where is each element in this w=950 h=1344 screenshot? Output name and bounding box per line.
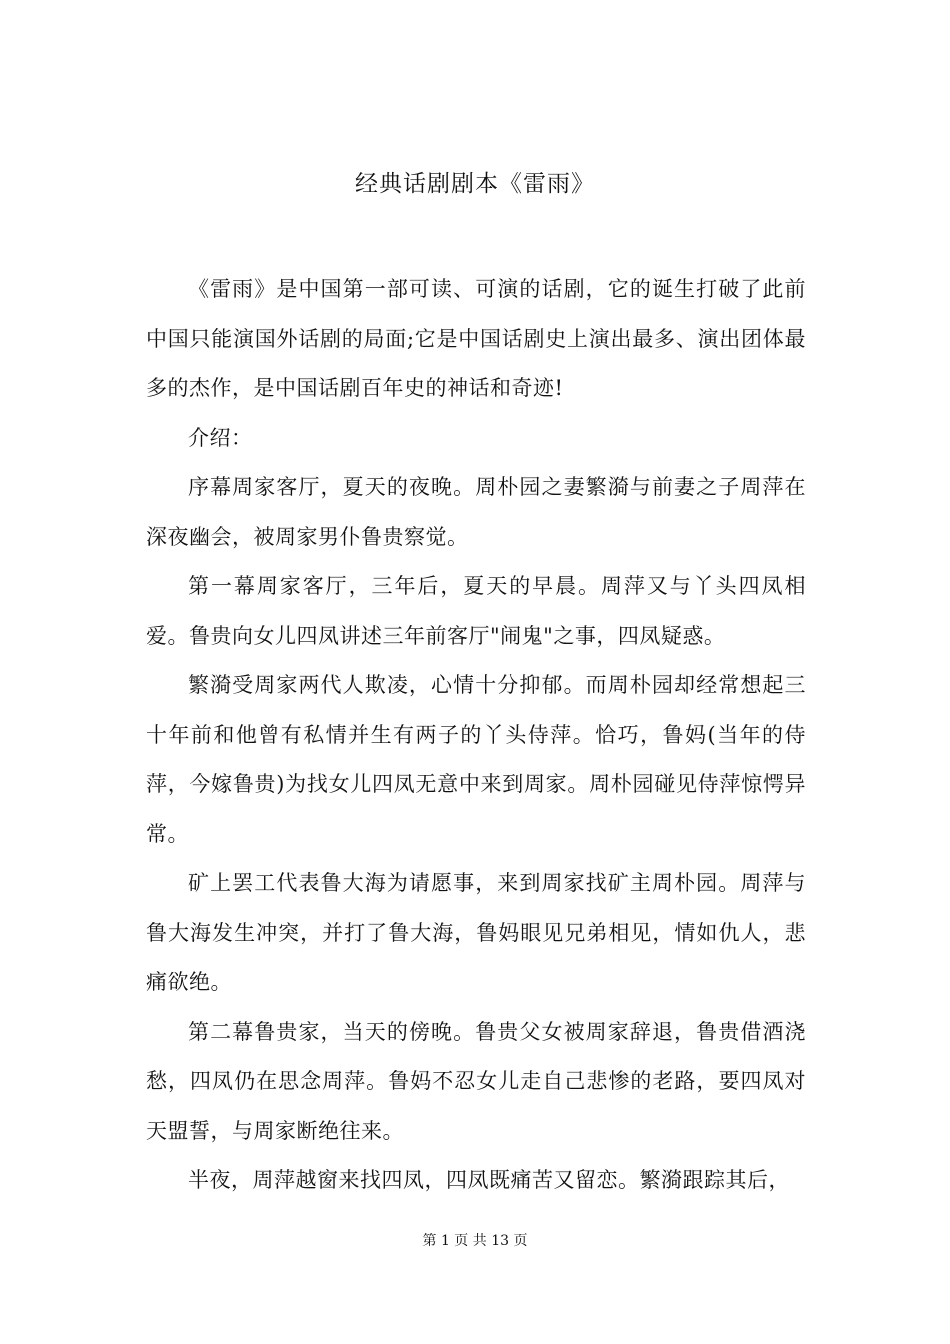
paragraph-act-two: 第二幕鲁贵家，当天的傍晚。鲁贵父女被周家辞退，鲁贵借酒浇愁，四凤仍在思念周萍。鲁妈不忍女儿走自己悲惨的老路，要四凤对天盟誓，与周家断绝往来。 bbox=[146, 1019, 806, 1143]
document-body bbox=[146, 265, 806, 1206]
paragraph-intro: 《雷雨》是中国第一部可读、可演的话剧，它的诞生打破了此前中国只能演国外话剧的局面;它是中国话剧史上演出最多、演出团体最多的杰作，是中国话剧百年史的神话和奇迹! bbox=[146, 277, 806, 400]
paragraph-act-one: 第一幕周家客厅，三年后，夏天的早晨。周萍又与丫头四凤相爱。鲁贵向女儿四凤讲述三年前客厅"闹鬼"之事，四凤疑惑。 bbox=[146, 574, 806, 648]
document-title: 经典话剧剧本《雷雨》 bbox=[355, 171, 595, 197]
page-footer: 第 1 页 共 13 页 bbox=[422, 1233, 528, 1249]
paragraph-intro-label: 介绍： bbox=[188, 425, 253, 450]
paragraph-prologue: 序幕周家客厅，夏天的夜晚。周朴园之妻繁漪与前妻之子周萍在深夜幽会，被周家男仆鲁贵察觉。 bbox=[146, 475, 806, 549]
paragraph-midnight: 半夜，周萍越窗来找四凤，四凤既痛苦又留恋。繁漪跟踪其后， bbox=[188, 1168, 790, 1192]
paragraph-strike: 矿上罢工代表鲁大海为请愿事，来到周家找矿主周朴园。周萍与鲁大海发生冲突，并打了鲁大海，鲁妈眼见兄弟相见，情如仇人，悲痛欲绝。 bbox=[146, 871, 806, 994]
paragraph-fanyi: 繁漪受周家两代人欺凌，心情十分抑郁。而周朴园却经常想起三十年前和他曾有私情并生有两子的丫头侍萍。恰巧，鲁妈(当年的侍萍，今嫁鲁贵)为找女儿四凤无意中来到周家。周朴园碰见侍萍惊愕异常。 bbox=[146, 673, 806, 846]
